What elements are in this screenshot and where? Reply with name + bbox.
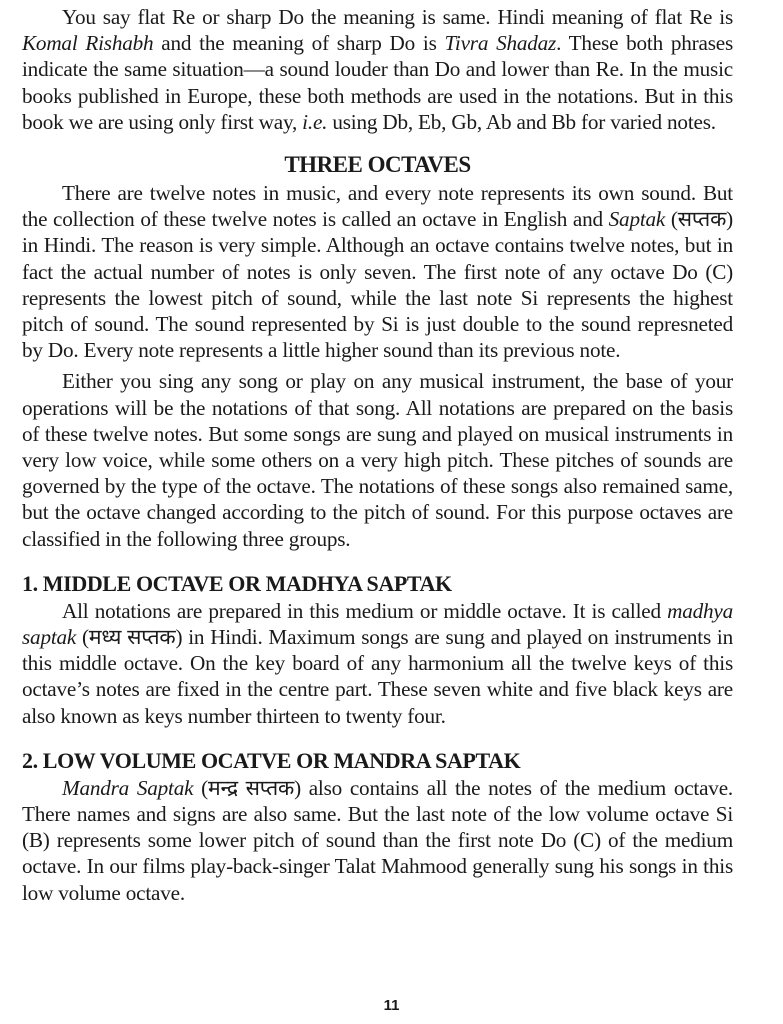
text-run: You say flat Re or sharp Do the meaning is same. Hindi meaning of flat Re is bbox=[62, 5, 733, 29]
text-run: There are twelve notes in music, and every note represents its own sound. But the collection of these twelve notes is called an octave in English and bbox=[22, 181, 733, 232]
text-run: All notations are prepared in this medium or middle octave. It is called bbox=[62, 598, 668, 623]
intro-paragraph bbox=[22, 4, 733, 135]
three-octaves-paragraph-1 bbox=[22, 180, 733, 363]
text-run: (मध्य सप्तक) in Hindi. Maximum songs are sung and played on instruments in this middle octave. On the key board of any harmonium all the twelve keys of this octave’s notes are fixed in the centre part. These seven white and five black keys are also known as keys number thirteen to twenty four. bbox=[22, 625, 733, 728]
section-heading-three-octaves: THREE OCTAVES bbox=[284, 152, 471, 178]
italic-term: Komal Rishabh bbox=[22, 31, 154, 56]
text-run: using Db, Eb, Gb, Ab and Bb for varied notes. bbox=[327, 109, 716, 134]
italic-term: madhya saptak bbox=[22, 598, 733, 650]
text-run: . These both phrases indicate the same situation—a sound louder than Do and lower than Re. In the music books published in Europe, these both methods are used in the notations. But in this book we are using only first way, bbox=[22, 31, 733, 134]
text-run: (सप्तक) in Hindi. The reason is very simple. Although an octave contains twelve notes, but in fact the actual number of notes is only seven. The first note of any octave Do (C) represents the lowest pitch of sound, while the last note Si represents the highest pitch of sound. The sound represented by Si is just double to the sound represneted by Do. Every note represents a little higher sound than its previous note. bbox=[22, 207, 733, 363]
text-run: and the meaning of sharp Do is bbox=[153, 31, 445, 56]
book-page bbox=[22, 4, 733, 906]
italic-term: i.e. bbox=[302, 109, 328, 134]
section-heading-middle-octave: 1. MIDDLE OCTAVE OR MADHYA SAPTAK bbox=[22, 570, 452, 596]
italic-term: Tivra Shadaz bbox=[444, 31, 557, 56]
section-heading-low-octave: 2. LOW VOLUME OCATVE OR MANDRA SAPTAK bbox=[22, 747, 521, 773]
italic-term: Mandra Saptak bbox=[62, 775, 194, 800]
three-octaves-paragraph-2: Either you sing any song or play on any musical instrument, the base of your operations will be the notations of that song. All notations are prepared on the basis of these twelve notes. But some songs are sung and played on musical instruments in very low voice, while some others on a very high pitch. These pitches of sounds are governed by the type of the octave. The notations of these songs also remained same, but the octave changed according to the pitch of sound. For this purpose octaves are classified in the following three groups. bbox=[22, 369, 733, 551]
low-octave-paragraph bbox=[22, 775, 733, 906]
middle-octave-paragraph bbox=[22, 598, 733, 729]
page-number: 11 bbox=[383, 997, 400, 1014]
italic-term: Saptak bbox=[608, 207, 666, 232]
text-run: (मन्द्र सप्तक) also contains all the notes of the medium octave. There names and signs are also same. But the last note of the low volume octave Si (B) represents some lower pitch of sound than the first note Do (C) of the medium octave. In our films play-back-singer Talat Mahmood generally sung his songs in this low volume octave. bbox=[22, 775, 733, 905]
